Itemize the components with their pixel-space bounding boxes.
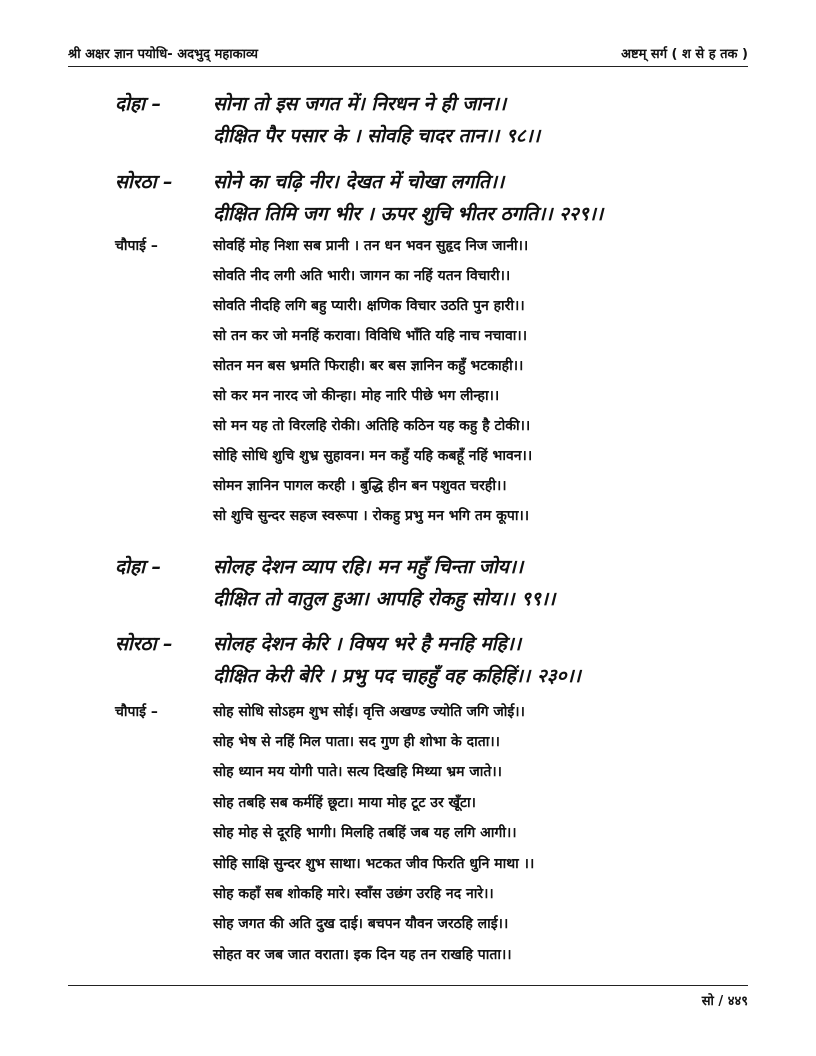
- running-header: [68, 40, 748, 67]
- verse-line: सोवति नीदहि लगि बहु प्यारी। क्षणिक विचार उठति पुन हारी।।: [213, 298, 525, 314]
- verse-line: सोवहिं मोह निशा सब प्रानी । तन धन भवन सुहृद निज जानी।।: [213, 238, 529, 254]
- stanza-label: दोहा –: [115, 93, 162, 115]
- verse-line: दीक्षित पैर पसार के । सोवहि चादर तान।। ९८।।: [213, 125, 541, 147]
- verse-line: सोह कहाँ सब शोकहि मारे। स्वाँस उछंग उरहि नद नारे।।: [213, 886, 494, 902]
- stanza-label: सोरठा –: [115, 633, 173, 655]
- verse-line: सोह ध्यान मय योगी पाते। सत्य दिखहि मिथ्या भ्रम जाते।।: [213, 764, 502, 780]
- verse-line: सोहि सोधि शुचि शुभ्र सुहावन। मन कहुँ यहि कबहूँ नहिं भावन।।: [213, 448, 533, 464]
- verse-line: सोह तबहि सब कर्महिं छूटा। माया मोह टूट उर खूँटा।: [213, 795, 476, 811]
- verse-line: सो कर मन नारद जो कीन्हा। मोह नारि पीछे भग लीन्हा।।: [213, 388, 500, 404]
- verse-line: सोतन मन बस भ्रमति फिराही। बर बस ज्ञानिन कहुँ भटकाही।।: [213, 358, 524, 374]
- verse-line: सोने का चढ़ि नीर। देखत में चोखा लगति।।: [213, 171, 505, 193]
- verse-line: सो शुचि सुन्दर सहज स्वरूपा । रोकहु प्रभु मन भगि तम कूपा।।: [213, 508, 530, 524]
- verse-line: सोह सोधि सोऽहम शुभ सोई। वृत्ति अखण्ड ज्योति जगि जोई।।: [213, 704, 525, 720]
- verse-line: सोना तो इस जगत में। निरधन ने ही जान।।: [213, 93, 507, 115]
- page-number: सो / ४४९: [701, 994, 748, 1009]
- verse-line: सोहि साक्षि सुन्दर शुभ साथा। भटकत जीव फिरति धुनि माथा ।।: [213, 856, 535, 872]
- stanza-label: चौपाई –: [115, 238, 158, 254]
- verse-line: सो तन कर जो मनहिं करावा। विविधि भाँति यहि नाच नचावा।।: [213, 328, 527, 344]
- verse-line: सोलह देशन केरि । विषय भरे है मनहि महि।।: [213, 633, 522, 655]
- book-title: श्री अक्षर ज्ञान पयोधि- अदभुद् महाकाव्य: [68, 47, 258, 62]
- verse-line: सोलह देशन व्याप रहि। मन महुँ चिन्ता जोय।।: [213, 556, 524, 578]
- stanza-label: चौपाई –: [115, 704, 158, 720]
- verse-line: सोह जगत की अति दुख दाई। बचपन यौवन जरठहि लाई।।: [213, 916, 509, 932]
- stanza-label: सोरठा –: [115, 171, 173, 193]
- verse-line: सोमन ज्ञानिन पागल करही । बुद्धि हीन बन पशुवत चरही।।: [213, 478, 507, 494]
- verse-line: दीक्षित केरी बेरि । प्रभु पद चाहहुँ वह कहिहिं।। २३०।।: [213, 665, 581, 687]
- verse-line: सोह भेष से नहिं मिल पाता। सद गुण ही शोभा के दाता।।: [213, 734, 500, 750]
- chapter-title: अष्टम् सर्ग ( श से ह तक ): [621, 47, 748, 62]
- verse-line: दीक्षित तिमि जग भीर । ऊपर शुचि भीतर ठगति।। २२९।।: [213, 203, 604, 225]
- stanza-label: दोहा –: [115, 556, 162, 578]
- footer-divider: [68, 985, 748, 986]
- verse-line: सोवति नीद लगी अति भारी। जागन का नहिं यतन विचारी।।: [213, 268, 511, 284]
- verse-line: सो मन यह तो विरलहि रोकी। अतिहि कठिन यह कहु है टोकी।।: [213, 418, 531, 434]
- verse-line: सोहत वर जब जात वराता। इक दिन यह तन राखहि पाता।।: [213, 947, 512, 963]
- verse-line: दीक्षित तो वातुल हुआ। आपहि रोकहु सोय।। ९९।।: [213, 588, 556, 610]
- verse-line: सोह मोह से दूरहि भागी। मिलहि तबहिं जब यह लगि आगी।।: [213, 825, 517, 841]
